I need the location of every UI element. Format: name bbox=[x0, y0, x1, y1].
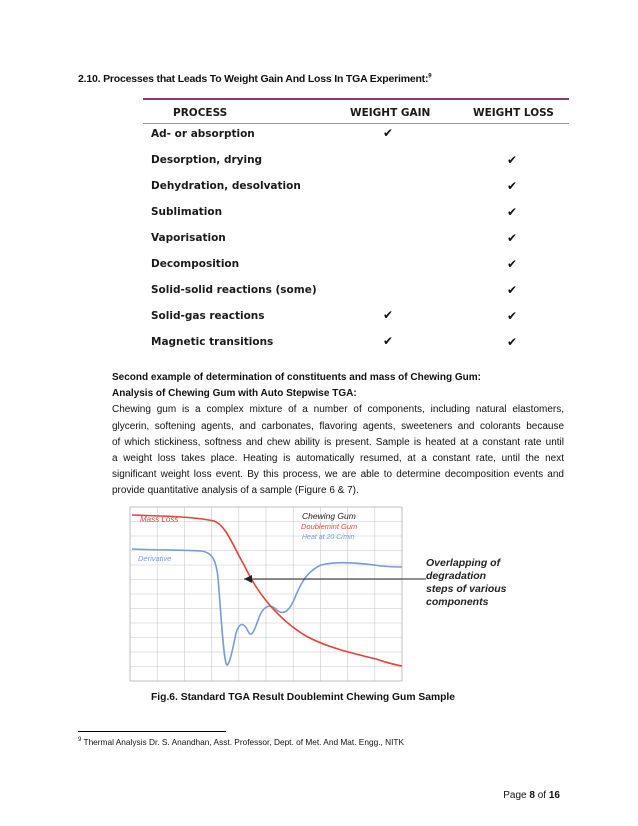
process-label: Ad- or absorption bbox=[151, 128, 255, 140]
footnote-rule bbox=[78, 731, 226, 732]
analysis-title: Analysis of Chewing Gum with Auto Stepwise TGA: bbox=[112, 388, 357, 400]
paragraph-line: significant weight loss event. By this process, we are able to determine decomposition events and bbox=[112, 469, 564, 481]
header-weight-gain: WEIGHT GAIN bbox=[350, 107, 431, 119]
process-label: Solid-solid reactions (some) bbox=[151, 284, 317, 296]
header-weight-loss: WEIGHT LOSS bbox=[473, 107, 554, 119]
weight-loss-check-icon: ✔ bbox=[507, 179, 518, 193]
weight-loss-check-icon: ✔ bbox=[507, 153, 518, 167]
page-number bbox=[503, 790, 560, 801]
annotation-line: degradation bbox=[426, 570, 487, 582]
weight-loss-check-icon: ✔ bbox=[507, 205, 518, 219]
weight-loss-check-icon: ✔ bbox=[507, 309, 518, 323]
process-label: Desorption, drying bbox=[151, 154, 263, 166]
paragraph-line: Chewing gum is a complex mixture of a number of components, including natural elastomers, bbox=[112, 404, 564, 416]
weight-gain-check-icon: ✔ bbox=[383, 308, 394, 322]
paragraph-last-line: provide quantitative analysis of a sample (Figure 6 & 7). bbox=[112, 485, 359, 497]
derivative-label: Derivative bbox=[138, 554, 172, 563]
weight-loss-check-icon: ✔ bbox=[507, 283, 518, 297]
section-heading-text: 2.10. Processes that Leads To Weight Gain And Loss In TGA Experiment: bbox=[78, 73, 429, 85]
page-prefix: Page bbox=[503, 790, 527, 801]
section-heading bbox=[78, 73, 431, 85]
paragraph-line: glycerin, softening agents, and carbonates, flavoring agents, sweeteners and colorants because bbox=[112, 420, 564, 432]
process-label: Sublimation bbox=[151, 206, 223, 218]
weight-gain-check-icon: ✔ bbox=[383, 334, 394, 348]
mass-loss-label: Mass Loss bbox=[140, 515, 179, 524]
figure-title-1: Chewing Gum bbox=[302, 511, 356, 521]
process-label: Dehydration, desolvation bbox=[151, 180, 301, 192]
page-of: of bbox=[537, 790, 547, 801]
page-current: 8 bbox=[529, 790, 535, 801]
annotation-line: Overlapping of bbox=[426, 557, 501, 569]
figure-title-3: Heat at 20 C/min bbox=[302, 534, 355, 541]
process-label: Magnetic transitions bbox=[151, 336, 274, 348]
weight-loss-check-icon: ✔ bbox=[507, 335, 518, 349]
figure-title-2: Doublemint Gum bbox=[301, 522, 358, 531]
annotation-line: components bbox=[426, 596, 489, 608]
weight-gain-check-icon: ✔ bbox=[383, 126, 394, 140]
footnote-ref: 9 bbox=[428, 73, 432, 80]
process-label: Solid-gas reactions bbox=[151, 310, 265, 322]
table-header-rule bbox=[143, 123, 569, 124]
footnote-number: 9 bbox=[78, 737, 82, 744]
footnote bbox=[78, 737, 404, 747]
annotation-line: steps of various bbox=[426, 583, 507, 595]
footnote-text: Thermal Analysis Dr. S. Anandhan, Asst. Professor, Dept. of Met. And Mat. Engg., NITK bbox=[83, 737, 405, 747]
process-label: Decomposition bbox=[151, 258, 240, 270]
weight-loss-check-icon: ✔ bbox=[507, 257, 518, 271]
table-top-rule bbox=[143, 98, 569, 100]
body-section bbox=[112, 370, 564, 500]
page-total: 16 bbox=[548, 790, 560, 801]
process-table bbox=[143, 98, 569, 360]
example-title: Second example of determination of constituents and mass of Chewing Gum: bbox=[112, 372, 481, 383]
weight-loss-check-icon: ✔ bbox=[507, 231, 518, 245]
paragraph-line: of which stickiness, softness and chew ability is present. Sample is heated at a constant rate until bbox=[112, 436, 564, 448]
figure-caption: Fig.6. Standard TGA Result Doublemint Chewing Gum Sample bbox=[151, 692, 455, 703]
process-label: Vaporisation bbox=[151, 232, 226, 244]
paragraph-line: a weight loss takes place. Heating is automatically resumed, at a constant rate, until the next bbox=[112, 453, 564, 465]
tga-figure bbox=[126, 503, 507, 689]
header-process: PROCESS bbox=[173, 107, 228, 119]
